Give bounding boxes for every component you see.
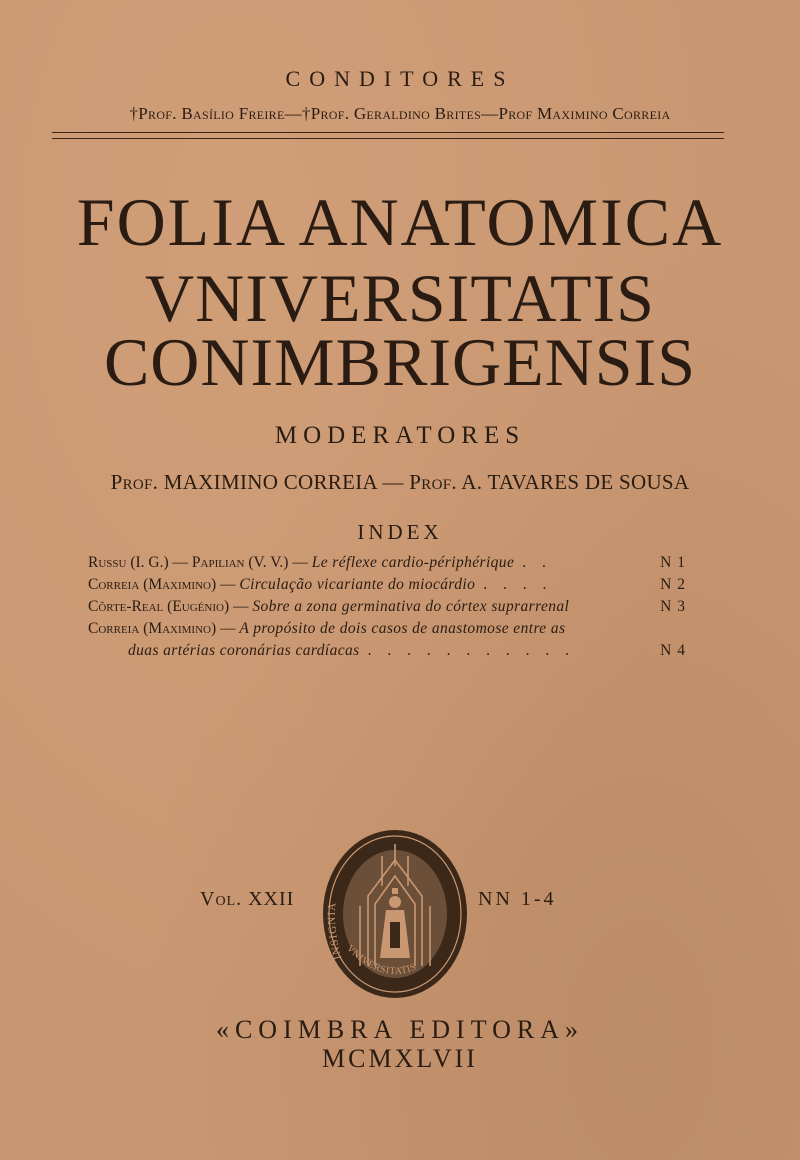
index-list [88, 552, 700, 662]
index-entry-authors: Correia (Maximino) — [88, 620, 236, 637]
publication-year: MCMXLVII [322, 1044, 478, 1073]
moderator-separator: — [382, 470, 404, 494]
moderator-2-name: A. TAVARES DE SOUSA [461, 470, 690, 494]
index-entry-title: Circulação vicariante do miocárdio [239, 576, 476, 593]
moderator-1-prefix: Prof. [110, 470, 159, 494]
index-entry-authors: Correia (Maximino) — [88, 576, 236, 593]
index-entry-number: N 1 [660, 554, 686, 571]
index-entry-title: A propósito de dois casos de anastomose entre as [239, 620, 566, 637]
index-heading: INDEX [357, 520, 443, 544]
volume-label [200, 888, 294, 911]
index-entry [88, 596, 700, 618]
index-entry [88, 574, 700, 596]
volume-text: Vol. XXII [200, 888, 295, 910]
divider-rule-top [52, 132, 724, 133]
issue-numbers: NN 1-4 [478, 888, 557, 910]
seal-bottom-text: VNIVERSITATIS [344, 942, 419, 978]
index-entry-dots: . . . . . . . . . . . [367, 642, 575, 659]
index-entry-title: duas artérias coronárias cardíacas [128, 642, 360, 659]
index-entry-number: N 3 [660, 598, 686, 615]
index-entry-authors: Russu (I. G.) — Papilian (V. V.) — [88, 554, 308, 571]
index-entry-continuation [88, 640, 700, 662]
index-entry-number: N 4 [660, 642, 686, 659]
conditores-label: CONDITORES [285, 66, 515, 91]
journal-title-line-1: FOLIA ANATOMICA [76, 184, 724, 260]
university-seal-icon [320, 826, 470, 1002]
index-entry-authors: Côrte-Real (Eugénio) — [88, 598, 249, 615]
index-entry-title: Le réflexe cardio-périphérique [311, 554, 515, 571]
journal-title-line-2: VNIVERSITATIS [145, 260, 655, 336]
moderators-line [0, 470, 800, 495]
seal-left-text: INSIGNIA [325, 901, 345, 961]
index-entry [88, 618, 700, 640]
moderator-1-name: MAXIMINO CORREIA [163, 470, 377, 494]
publisher-name: «COIMBRA EDITORA» [215, 1015, 585, 1044]
index-entry-dots: . . [522, 554, 552, 571]
founders-line: †Prof. Basílio Freire—†Prof. Geraldino Brites—Prof Maximino Correia [129, 104, 671, 123]
index-entry [88, 552, 700, 574]
divider-rule-bottom [52, 138, 724, 139]
index-entry-dots: . . . . [483, 576, 553, 593]
index-entry-number: N 2 [660, 576, 686, 593]
journal-title-line-3: CONIMBRIGENSIS [103, 324, 697, 400]
moderatores-label: MODERATORES [274, 422, 526, 449]
index-entry-title: Sobre a zona germinativa do córtex suprarrenal [252, 598, 570, 615]
moderator-2-prefix: Prof. [409, 470, 457, 494]
